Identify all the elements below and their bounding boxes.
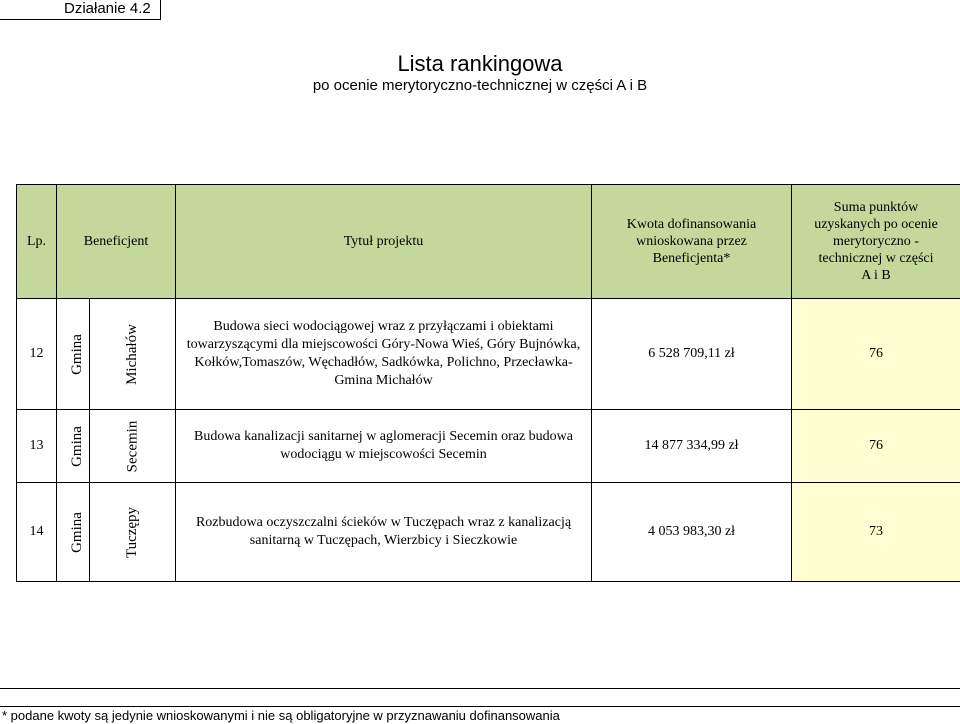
row-project-title: Rozbudowa oczyszczalni ścieków w Tuczępach wraz z kanalizacją sanitarną w Tuczępach, Wierzbicy i Sieczkowie	[176, 483, 592, 582]
column-header-amount: Kwota dofinansowania wnioskowana przez Beneficjenta*	[592, 185, 792, 299]
row-amount: 14 877 334,99 zł	[592, 410, 792, 483]
table-row	[17, 299, 960, 410]
beneficiary-type-text: Gmina	[68, 425, 85, 467]
row-lp: 13	[17, 410, 57, 483]
column-header-lp: Lp.	[17, 185, 57, 299]
bottom-divider	[0, 688, 960, 689]
table-row	[17, 410, 960, 483]
column-header-project-title: Tytuł projektu	[176, 185, 592, 299]
footnote: * podane kwoty są jedynie wnioskowanymi i nie są obligatoryjne w przyznawaniu dofinansowania	[2, 708, 560, 723]
row-lp: 12	[17, 299, 57, 410]
row-amount: 4 053 983,30 zł	[592, 483, 792, 582]
row-beneficiary-name	[90, 299, 176, 410]
row-beneficiary-type	[57, 483, 90, 582]
row-beneficiary-name	[90, 410, 176, 483]
row-points: 73	[792, 483, 960, 582]
row-beneficiary-type	[57, 299, 90, 410]
column-header-points: Suma punktów uzyskanych po ocenie merytoryczno -technicznej w części A i B	[792, 185, 960, 299]
row-beneficiary-type	[57, 410, 90, 483]
action-label: Działanie 4.2	[0, 0, 161, 20]
beneficiary-name-text: Michałów	[123, 323, 140, 385]
row-lp: 14	[17, 483, 57, 582]
row-project-title: Budowa kanalizacji sanitarnej w aglomeracji Secemin oraz budowa wodociągu w miejscowości Secemin	[176, 410, 592, 483]
table-header-row	[17, 185, 960, 299]
beneficiary-name-text: Tuczępy	[123, 506, 140, 558]
column-header-beneficiary: Beneficjent	[57, 185, 176, 299]
row-points: 76	[792, 410, 960, 483]
page-title: Lista rankingowa	[397, 51, 563, 76]
ranking-table	[16, 184, 960, 582]
row-project-title: Budowa sieci wodociągowej wraz z przyłączami i obiektami towarzyszącymi dla miejscowości Góry-Nowa Wieś, Góry Bujnówka, Kołków,Tomaszów, Węchadłów, Sadkówka, Polichno, Przecławka-Gmina Michałów	[176, 299, 592, 410]
beneficiary-name-text: Secemin	[124, 420, 140, 472]
beneficiary-type-text: Gmina	[68, 333, 85, 375]
page-subtitle: po ocenie merytoryczno-technicznej w części A i B	[312, 77, 648, 94]
row-points: 76	[792, 299, 960, 410]
table-row	[17, 483, 960, 582]
row-amount: 6 528 709,11 zł	[592, 299, 792, 410]
row-beneficiary-name	[90, 483, 176, 582]
beneficiary-type-text: Gmina	[68, 511, 85, 553]
